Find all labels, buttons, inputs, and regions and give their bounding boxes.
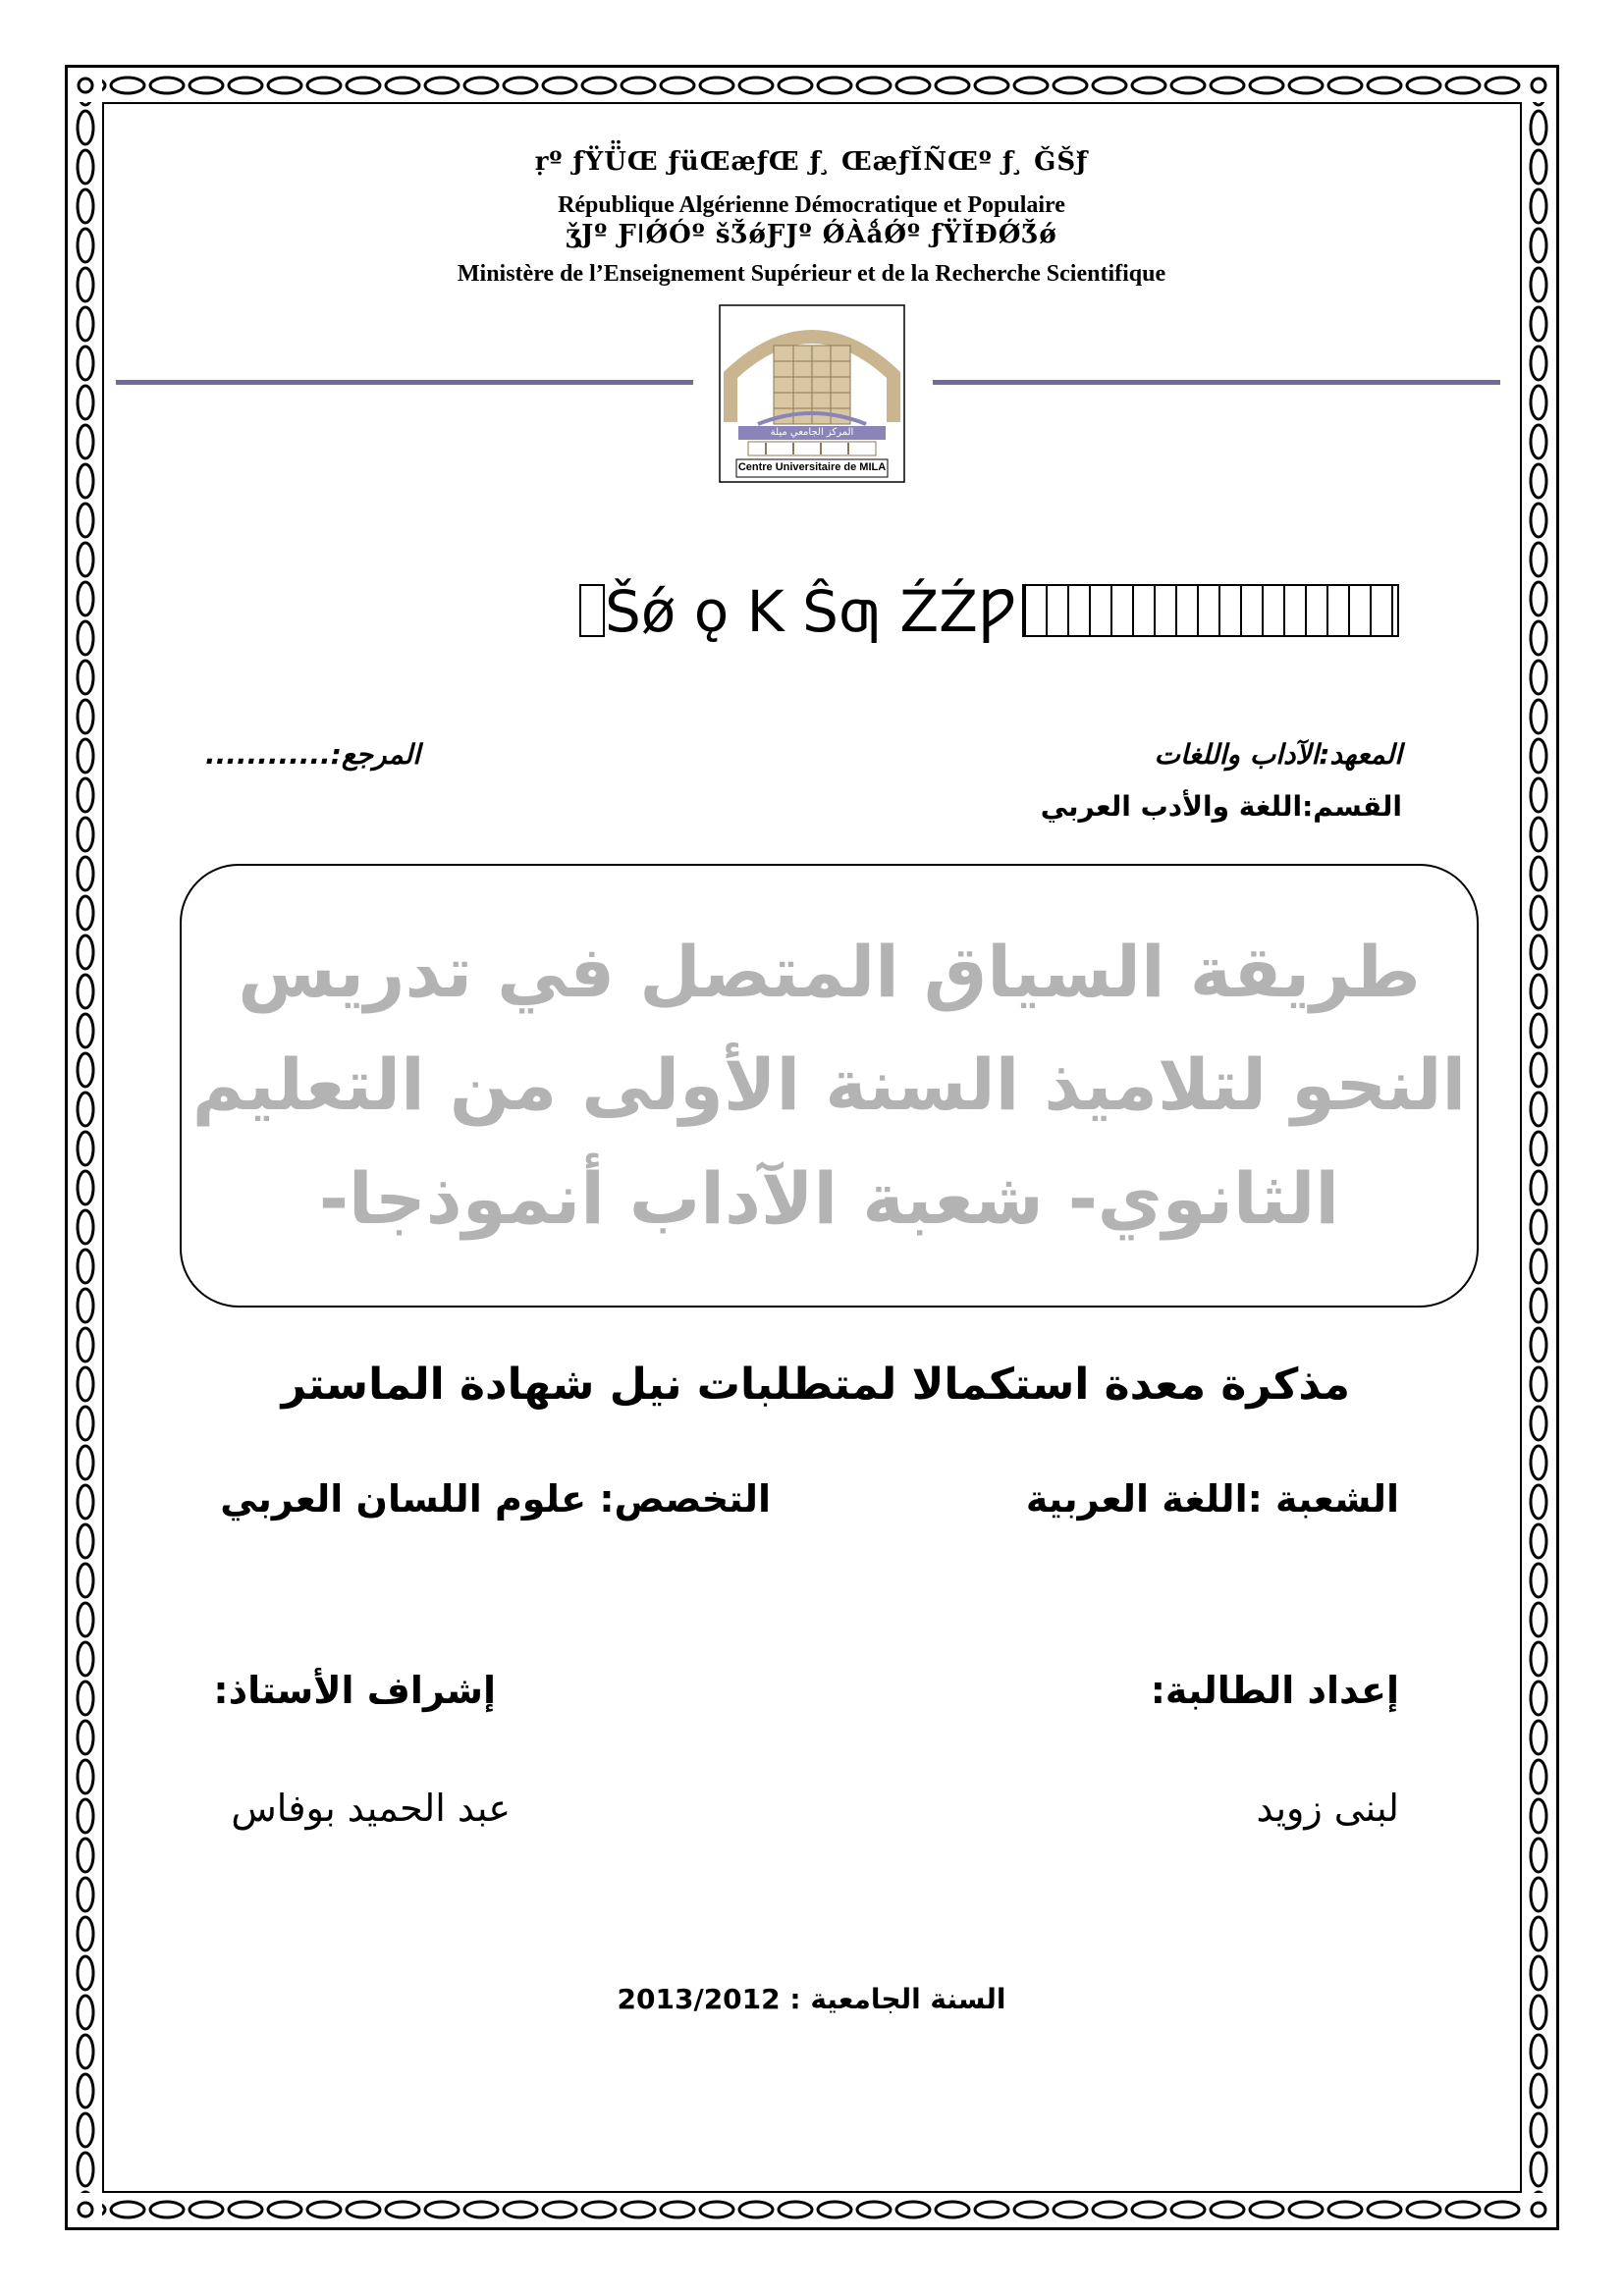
student-name: لبنى زويد [1256, 1787, 1399, 1830]
department-label: القسم: [1302, 790, 1402, 823]
specialty-line: التخصص: علوم اللسان العربي [220, 1477, 771, 1521]
thesis-title-box [180, 864, 1479, 1308]
memo-line: مذكرة معدة استكمالا لمتطلبات نيل شهادة الماستر [281, 1360, 1350, 1410]
university-logo [719, 304, 905, 483]
institute-value: الآداب واللغات [1154, 738, 1320, 771]
academic-year-label: السنة الجامعية [810, 1983, 1006, 2015]
garbled-heading-text: Šǿ ǫ K Ŝƣ ŹŹǷ [605, 578, 1017, 645]
border-chain-bottom [69, 2193, 1555, 2226]
border-corner-ornament [69, 2193, 102, 2226]
institute-label: المعهد: [1319, 738, 1402, 771]
border-chain-right [1522, 69, 1555, 2226]
border-chain-top [69, 69, 1555, 102]
department-line [1041, 790, 1402, 823]
header-arabic-republic: ṛº ƒŸÜ̈Œ ƒüŒæƒŒ ƒ ̧ ŒæƒǏÑŒº ƒ ̧ ǦŠƒ̆ [534, 147, 1089, 177]
garbled-heading [579, 577, 1414, 646]
thesis-title: طريقة السياق المتصل في تدريس النحو لتلاميذ السنة الأولى من التعليم الثانوي- شعبة الآداب أنموذجا- [191, 931, 1467, 1240]
reference-line [155, 738, 420, 771]
header-republic-fr: République Algérienne Démocratique et Populaire [558, 192, 1065, 218]
academic-year [0, 1983, 1623, 2015]
header-rule-left [116, 380, 693, 385]
border-chain-left [69, 69, 102, 2226]
academic-year-sep: : [780, 1983, 811, 2015]
student-label: إعداد الطالبة: [1150, 1669, 1399, 1712]
reference-value: ............ [205, 738, 331, 771]
header-ministry-fr: Ministère de l’Enseignement Supérieur et de la Recherche Scientifique [457, 261, 1166, 287]
department-value: اللغة والأدب العربي [1040, 790, 1303, 823]
academic-year-value: 2013/2012 [617, 1983, 781, 2015]
header-arabic-ministry: ǯJº ƑǀǾÓº šǮǿƑJº ǾÀǻǾº ƒŸǏÐǾǮǿ [566, 220, 1057, 249]
supervisor-name: عبد الحميد بوفاس [231, 1787, 511, 1830]
institute-line [1155, 738, 1402, 771]
reference-label: المرجع: [330, 738, 420, 771]
header-rule-right [933, 380, 1500, 385]
logo-arabic-band: المركز الجامعي ميلة [770, 427, 854, 438]
border-corner-ornament [1522, 69, 1555, 102]
border-corner-ornament [69, 69, 102, 102]
logo-caption: Centre Universitaire de MILA [737, 461, 887, 473]
branch-line: الشعبة :اللغة العربية [1025, 1477, 1399, 1521]
supervisor-label: إشراف الأستاذ: [213, 1669, 496, 1712]
border-corner-ornament [1522, 2193, 1555, 2226]
